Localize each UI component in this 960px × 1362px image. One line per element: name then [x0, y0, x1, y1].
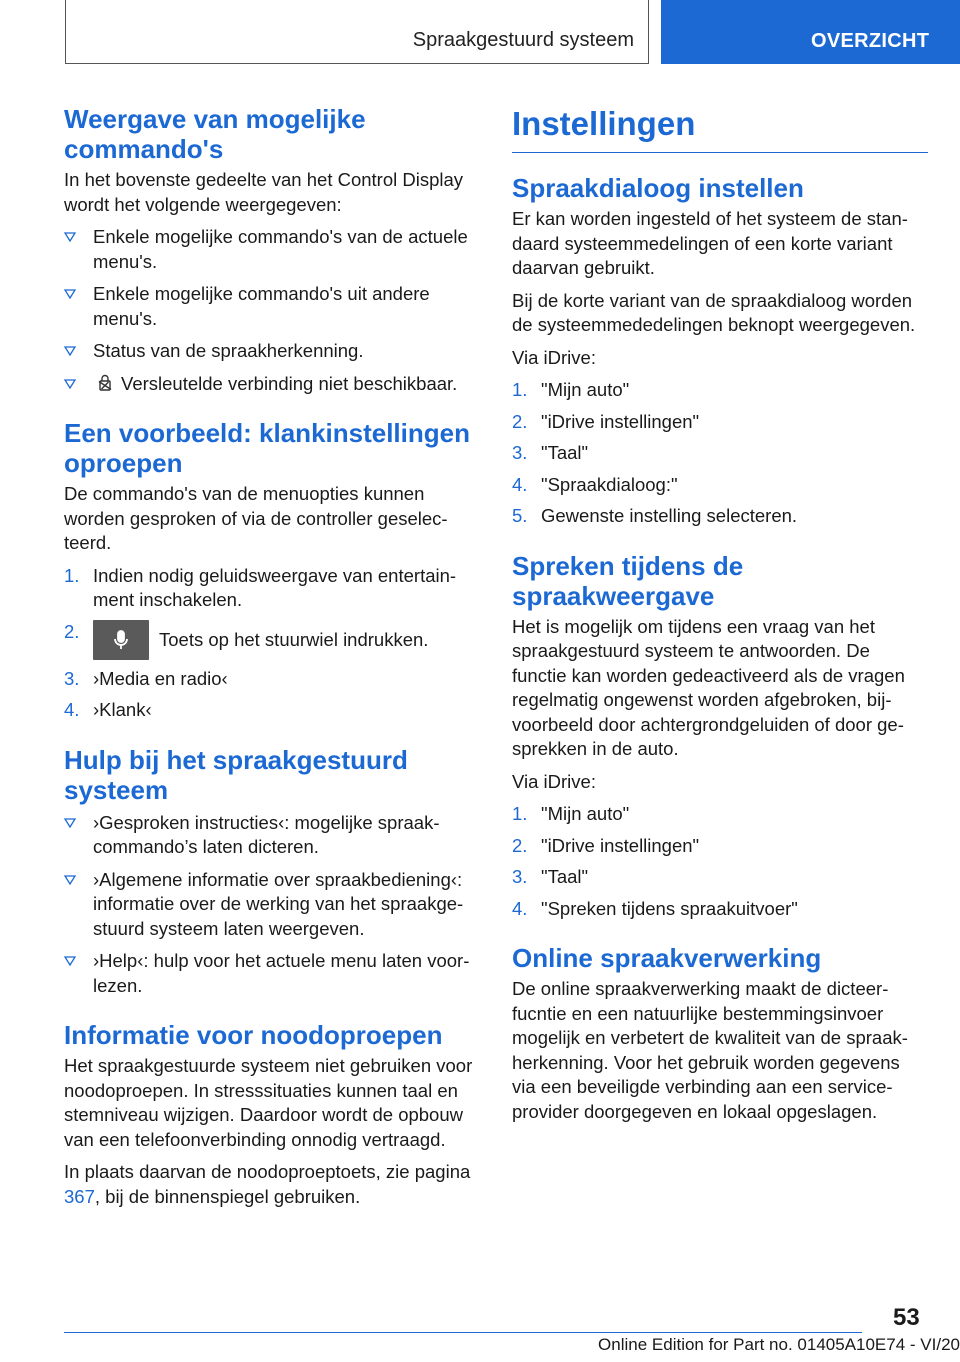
- triangle-bullet-icon: [64, 372, 78, 396]
- heading-speak: Spreken tijdens de spraakweergave: [512, 550, 744, 611]
- paragraph-speak-1: Het is mogelijk om tijdens een vraag van het spraakgestuurd systeem te antwoorden. De functie kan worden gedeactiveerd als de vragen regelmatig ongewenst worden afgebroken, bijvoorbeeld door achtergrondgeluiden of door gesprekken in de auto.: [512, 615, 905, 759]
- triangle-bullet-icon: [64, 811, 78, 835]
- paragraph-dialog-2: Bij de korte variant van de spraakdialoog worden de systeemmededelingen beknopt weergegeven.: [512, 289, 916, 335]
- step-number: 5.: [512, 505, 528, 526]
- paragraph-commands: In het bovenste gedeelte van het Control Display wordt het volgende weergegeven:: [64, 169, 464, 215]
- heading-online: Online spraakverwerking: [512, 943, 822, 973]
- step-number: 2.: [64, 620, 80, 642]
- heading-example: Een voorbeeld: klankinstellingen oproepen: [64, 418, 470, 478]
- right-column: [512, 104, 928, 1132]
- heading-settings: Instellingen: [512, 104, 928, 153]
- step-number: 1.: [512, 803, 528, 824]
- step-number: 3.: [512, 866, 528, 887]
- list-item: 1. "Mijn auto": [512, 378, 928, 403]
- list-item: 3. "Taal": [512, 865, 928, 890]
- paragraph-online: De online spraakverwerking maakt de dicteerfucntie en een natuurlijke bestemmingsinvoer mogelijk en verbetert de kwaliteit van de spraakherkenning. Voor het gebruik worden gegevens via een beveiligde verbinding aan een serviceprovider doorgegeven en lokaal opgeslagen.: [512, 978, 908, 1122]
- heading-dialog: Spraakdialoog instellen: [512, 173, 804, 203]
- triangle-bullet-icon: [64, 282, 78, 306]
- step-number: 1.: [512, 379, 528, 400]
- step-number: 4.: [512, 473, 528, 495]
- list-item: 4. "Spraakdialoog:": [512, 473, 928, 498]
- heading-commands: Weergave van mogelijke commando's: [64, 104, 366, 164]
- step-number: 1.: [64, 564, 80, 586]
- step-number: 4.: [64, 699, 80, 720]
- list-item: ›Gesproken instructies‹: mogelijke spraakcommando’s laten dicteren.: [64, 811, 478, 860]
- step-number: 2.: [512, 834, 528, 856]
- footer-divider: [64, 1332, 862, 1333]
- dialog-steps: [512, 378, 928, 529]
- list-item: 1. "Mijn auto": [512, 802, 928, 827]
- step-number: 3.: [512, 442, 528, 463]
- list-item: 2. "iDrive instellingen": [512, 410, 928, 435]
- paragraph-dialog-3: Via iDrive:: [512, 346, 596, 368]
- speak-steps: [512, 802, 928, 921]
- list-item: 4. ›Klank‹: [64, 698, 478, 723]
- heading-help: Hulp bij het spraakgestuurd systeem: [64, 744, 408, 805]
- list-item: Enkele mogelijke commando's van de actuele menu's.: [64, 225, 478, 274]
- paragraph-speak-2: Via iDrive:: [512, 770, 596, 792]
- list-item: Enkele mogelijke commando's uit andere menu's.: [64, 282, 478, 331]
- list-item: 3. "Taal": [512, 441, 928, 466]
- voice-button-icon: [93, 620, 149, 660]
- left-column: [64, 104, 478, 1217]
- list-item: 5. Gewenste instelling selecteren.: [512, 504, 928, 529]
- triangle-bullet-icon: [64, 949, 78, 973]
- list-item: 3. ›Media en radio‹: [64, 667, 478, 692]
- step-number: 4.: [512, 897, 528, 919]
- unencrypted-connection-icon: [95, 373, 115, 393]
- step-number: 3.: [64, 667, 80, 689]
- triangle-bullet-icon: [64, 868, 78, 892]
- list-item: Versleutelde verbinding niet beschikbaar.: [64, 372, 478, 397]
- header-tab-overview[interactable]: [661, 0, 960, 64]
- header-section: [65, 0, 649, 64]
- page-link-367[interactable]: 367: [64, 1185, 95, 1207]
- paragraph-example: De commando's van de menuopties kunnen worden gesproken of via de controller geselecteerd.: [64, 483, 448, 553]
- paragraph-dialog-1: Er kan worden ingesteld of het systeem de standaard systeemmedelingen of een korte variant daarvan gebruikt.: [512, 208, 908, 278]
- page-number: 53: [893, 1304, 920, 1331]
- step-number: 2.: [512, 410, 528, 432]
- list-item: 2. Toets op het stuurwiel indrukken.: [64, 620, 478, 660]
- list-item: Status van de spraakherkenning.: [64, 339, 478, 364]
- example-steps: [64, 564, 478, 723]
- list-item: 1. Indien nodig geluidsweergave van entertainment inschakelen.: [64, 564, 457, 610]
- heading-emergency: Informatie voor noodoproepen: [64, 1020, 443, 1050]
- triangle-bullet-icon: [64, 225, 78, 249]
- commands-list: [64, 225, 478, 396]
- list-item: 4. "Spreken tijdens spraakuitvoer": [512, 897, 928, 922]
- paragraph-emergency-2: In plaats daarvan de noodoproeptoets, zie pagina 367, bij de binnenspiegel gebruiken.: [64, 1161, 471, 1207]
- footer-edition: Online Edition for Part no. 01405A10E74 - VI/20: [598, 1335, 960, 1354]
- list-item: ›Algemene informatie over spraakbediening‹: informatie over de werking van het spraakgestuurd systeem laten weergeven.: [64, 868, 478, 942]
- triangle-bullet-icon: [64, 339, 78, 363]
- list-item: 2. "iDrive instellingen": [512, 834, 928, 859]
- header-tab-label: OVERZICHT: [811, 30, 930, 52]
- help-list: [64, 811, 478, 999]
- paragraph-emergency-1: Het spraakgestuurde systeem niet gebruiken voor noodoproepen. In stresssituaties kunnen taal en stemniveau wijzigen. Daardoor wordt de opbouw van een telefoonverbinding onnodig vertraagd.: [64, 1055, 473, 1150]
- header-section-title: Spraakgestuurd systeem: [412, 29, 634, 51]
- list-item: ›Help‹: hulp voor het actuele menu laten voorlezen.: [64, 949, 478, 998]
